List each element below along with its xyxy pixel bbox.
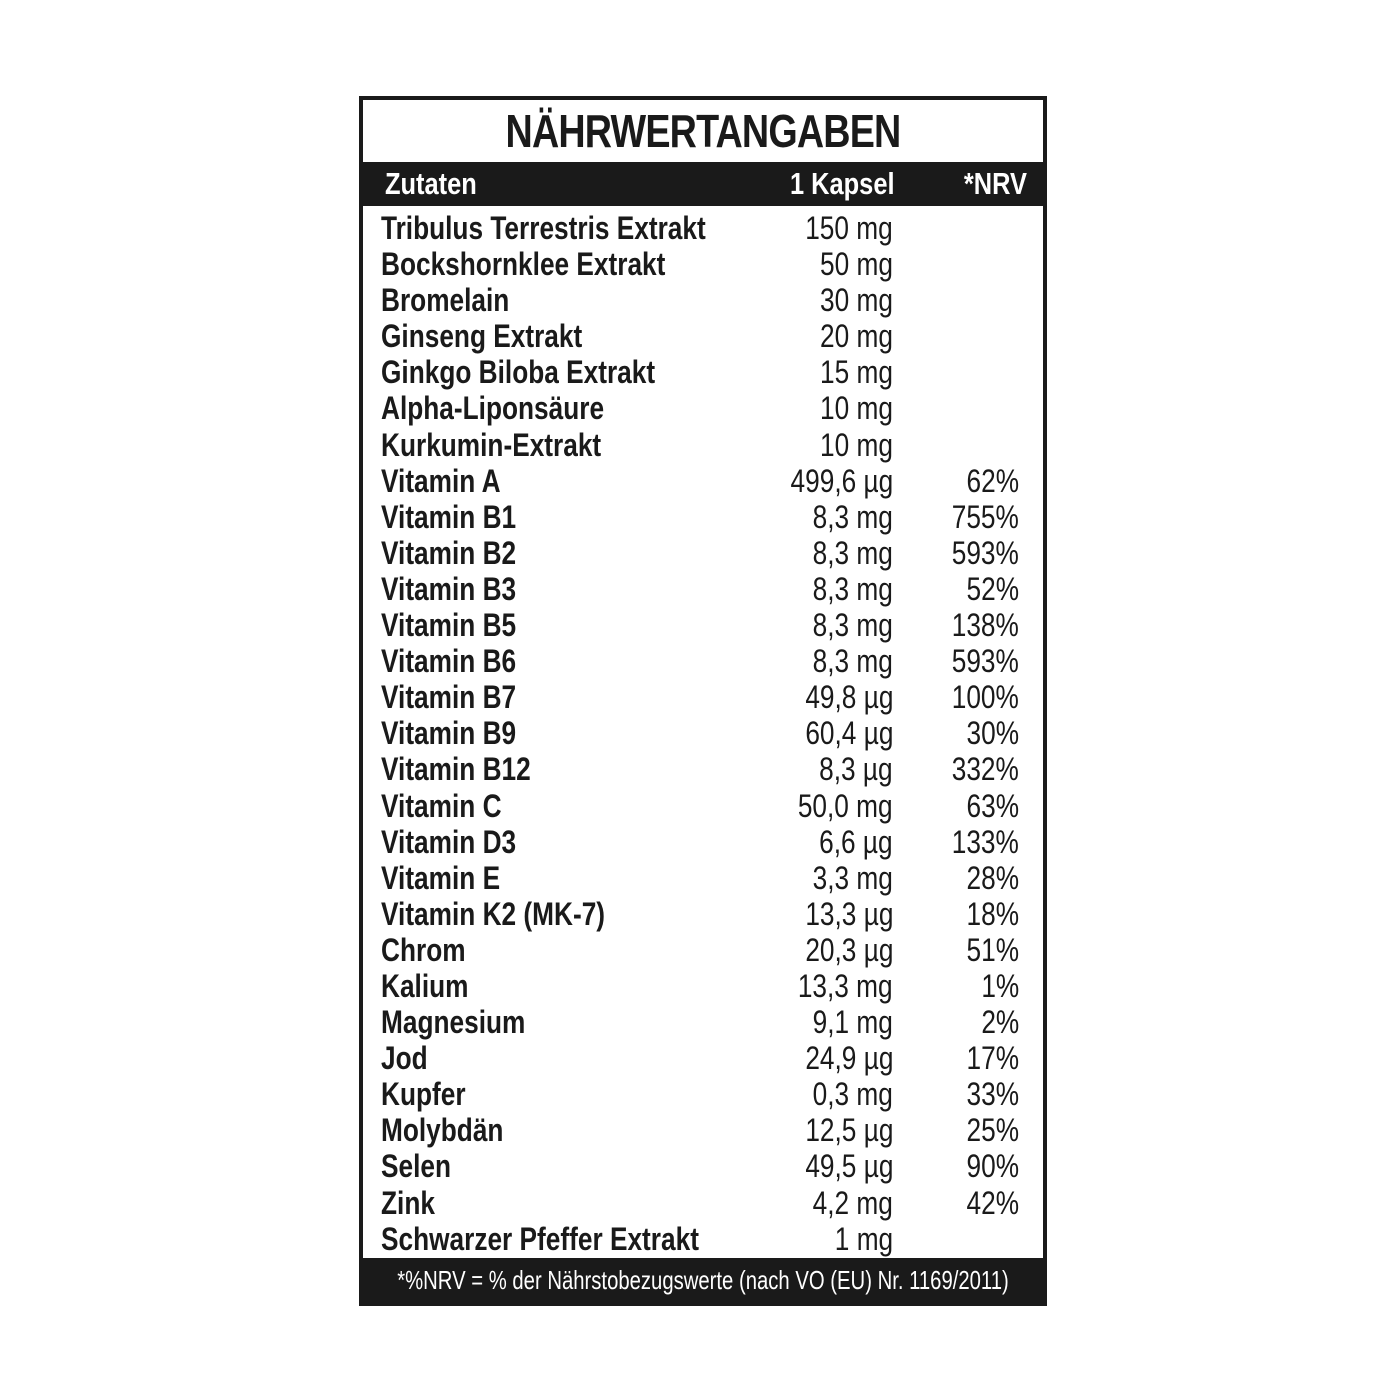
ingredient-amount: 13,3 µg (804, 895, 893, 932)
ingredient-name: Vitamin B5 (381, 607, 517, 644)
ingredient-amount: 13,3 mg (798, 967, 893, 1004)
table-row (363, 571, 1043, 607)
table-row (363, 390, 1043, 426)
ingredient-amount: 49,5 µg (804, 1148, 893, 1185)
ingredient-amount: 20,3 µg (804, 931, 893, 968)
table-row (363, 427, 1043, 463)
ingredient-name: Kalium (381, 967, 469, 1004)
ingredient-nrv: 593% (951, 534, 1019, 571)
table-row (363, 788, 1043, 824)
ingredient-amount: 8,3 mg (812, 607, 893, 644)
table-row (363, 1221, 1043, 1257)
ingredient-nrv: 18% (966, 895, 1019, 932)
ingredient-name: Zink (381, 1184, 435, 1221)
table-header (363, 162, 1043, 206)
ingredient-amount: 8,3 mg (812, 498, 893, 535)
ingredient-name: Selen (381, 1148, 452, 1185)
table-row (363, 499, 1043, 535)
ingredient-amount: 8,3 mg (812, 570, 893, 607)
footnote-text: *%NRV = % der Nährstobezugswerte (nach VO (EU) Nr. 1169/2011) (397, 1264, 1009, 1295)
ingredient-nrv: 51% (966, 931, 1019, 968)
table-row (363, 1185, 1043, 1221)
table-row (363, 1004, 1043, 1040)
ingredient-name: Bockshornklee Extrakt (381, 246, 666, 283)
ingredient-amount: 10 mg (820, 390, 893, 427)
ingredient-amount: 1 mg (834, 1220, 893, 1257)
table-row (363, 824, 1043, 860)
ingredient-amount: 49,8 µg (804, 679, 893, 716)
ingredient-amount: 15 mg (820, 354, 893, 391)
table-row (363, 463, 1043, 499)
table-row (363, 860, 1043, 896)
ingredient-name: Vitamin D3 (381, 823, 517, 860)
ingredient-name: Vitamin C (381, 787, 502, 824)
ingredient-nrv: 100% (951, 679, 1019, 716)
ingredient-amount: 60,4 µg (804, 715, 893, 752)
table-row (363, 1148, 1043, 1184)
label-title: NÄHRWERTANGABEN (505, 105, 901, 157)
ingredient-name: Vitamin B2 (381, 534, 517, 571)
ingredient-nrv: 33% (966, 1076, 1019, 1113)
ingredient-nrv: 62% (966, 462, 1019, 499)
table-row (363, 246, 1043, 282)
table-row (363, 1040, 1043, 1076)
ingredient-name: Kupfer (381, 1076, 466, 1113)
ingredient-name: Schwarzer Pfeffer Extrakt (381, 1220, 699, 1257)
ingredient-nrv: 133% (951, 823, 1019, 860)
ingredient-amount: 8,3 mg (812, 643, 893, 680)
ingredient-amount: 499,6 µg (790, 462, 893, 499)
ingredient-amount: 12,5 µg (804, 1112, 893, 1149)
table-row (363, 282, 1043, 318)
ingredient-name: Chrom (381, 931, 466, 968)
table-row (363, 679, 1043, 715)
ingredient-nrv: 42% (966, 1184, 1019, 1221)
footnote (363, 1258, 1043, 1302)
nutrition-label (359, 96, 1047, 1306)
table-row (363, 535, 1043, 571)
table-row (363, 318, 1043, 354)
ingredient-name: Vitamin B6 (381, 643, 517, 680)
ingredient-name: Tribulus Terrestris Extrakt (381, 210, 706, 246)
ingredient-name: Vitamin B1 (381, 498, 517, 535)
table-row (363, 354, 1043, 390)
table-row (363, 607, 1043, 643)
table-row (363, 643, 1043, 679)
ingredient-name: Vitamin E (381, 859, 501, 896)
ingredient-nrv: 28% (966, 859, 1019, 896)
ingredient-amount: 10 mg (820, 426, 893, 463)
ingredient-nrv: 52% (966, 570, 1019, 607)
ingredient-nrv: 138% (951, 607, 1019, 644)
ingredient-nrv: 755% (951, 498, 1019, 535)
table-row (363, 968, 1043, 1004)
ingredient-amount: 4,2 mg (812, 1184, 893, 1221)
ingredient-amount: 50 mg (820, 246, 893, 283)
ingredient-name: Vitamin B9 (381, 715, 517, 752)
ingredient-amount: 50,0 mg (798, 787, 893, 824)
ingredient-amount: 8,3 mg (812, 534, 893, 571)
ingredient-name: Vitamin A (381, 462, 501, 499)
header-ingredients: Zutaten (385, 166, 477, 201)
table-row (363, 715, 1043, 751)
ingredient-name: Alpha-Liponsäure (381, 390, 605, 427)
ingredient-name: Vitamin K2 (MK-7) (381, 895, 606, 932)
header-per-capsule: 1 Kapsel (790, 166, 895, 201)
ingredient-name: Molybdän (381, 1112, 504, 1149)
ingredient-nrv: 332% (951, 751, 1019, 788)
ingredient-amount: 30 mg (820, 282, 893, 319)
ingredient-amount: 150 mg (805, 210, 893, 246)
ingredient-nrv: 30% (966, 715, 1019, 752)
ingredient-amount: 0,3 mg (812, 1076, 893, 1113)
ingredient-name: Ginseng Extrakt (381, 318, 583, 355)
ingredient-nrv: 1% (981, 967, 1019, 1004)
table-row (363, 1112, 1043, 1148)
ingredient-amount: 8,3 µg (819, 751, 893, 788)
ingredient-nrv: 25% (966, 1112, 1019, 1149)
ingredient-name: Vitamin B7 (381, 679, 517, 716)
table-row (363, 751, 1043, 787)
table-row (363, 896, 1043, 932)
ingredient-name: Bromelain (381, 282, 510, 319)
ingredient-amount: 3,3 mg (812, 859, 893, 896)
ingredient-nrv: 90% (966, 1148, 1019, 1185)
ingredient-name: Vitamin B3 (381, 570, 517, 607)
ingredient-nrv: 17% (966, 1040, 1019, 1077)
ingredient-amount: 20 mg (820, 318, 893, 355)
table-row (363, 1076, 1043, 1112)
ingredient-name: Kurkumin-Extrakt (381, 426, 602, 463)
ingredient-amount: 24,9 µg (804, 1040, 893, 1077)
ingredient-nrv: 2% (981, 1004, 1019, 1041)
ingredient-name: Ginkgo Biloba Extrakt (381, 354, 656, 391)
ingredient-amount: 9,1 mg (812, 1004, 893, 1041)
table-row (363, 932, 1043, 968)
table-row (363, 210, 1043, 246)
ingredient-name: Vitamin B12 (381, 751, 531, 788)
ingredient-name: Magnesium (381, 1004, 526, 1041)
ingredient-amount: 6,6 µg (819, 823, 893, 860)
ingredient-nrv: 63% (966, 787, 1019, 824)
ingredient-table (363, 210, 1043, 1257)
ingredient-name: Jod (381, 1040, 428, 1077)
ingredient-nrv: 593% (951, 643, 1019, 680)
header-nrv: *NRV (963, 166, 1027, 201)
